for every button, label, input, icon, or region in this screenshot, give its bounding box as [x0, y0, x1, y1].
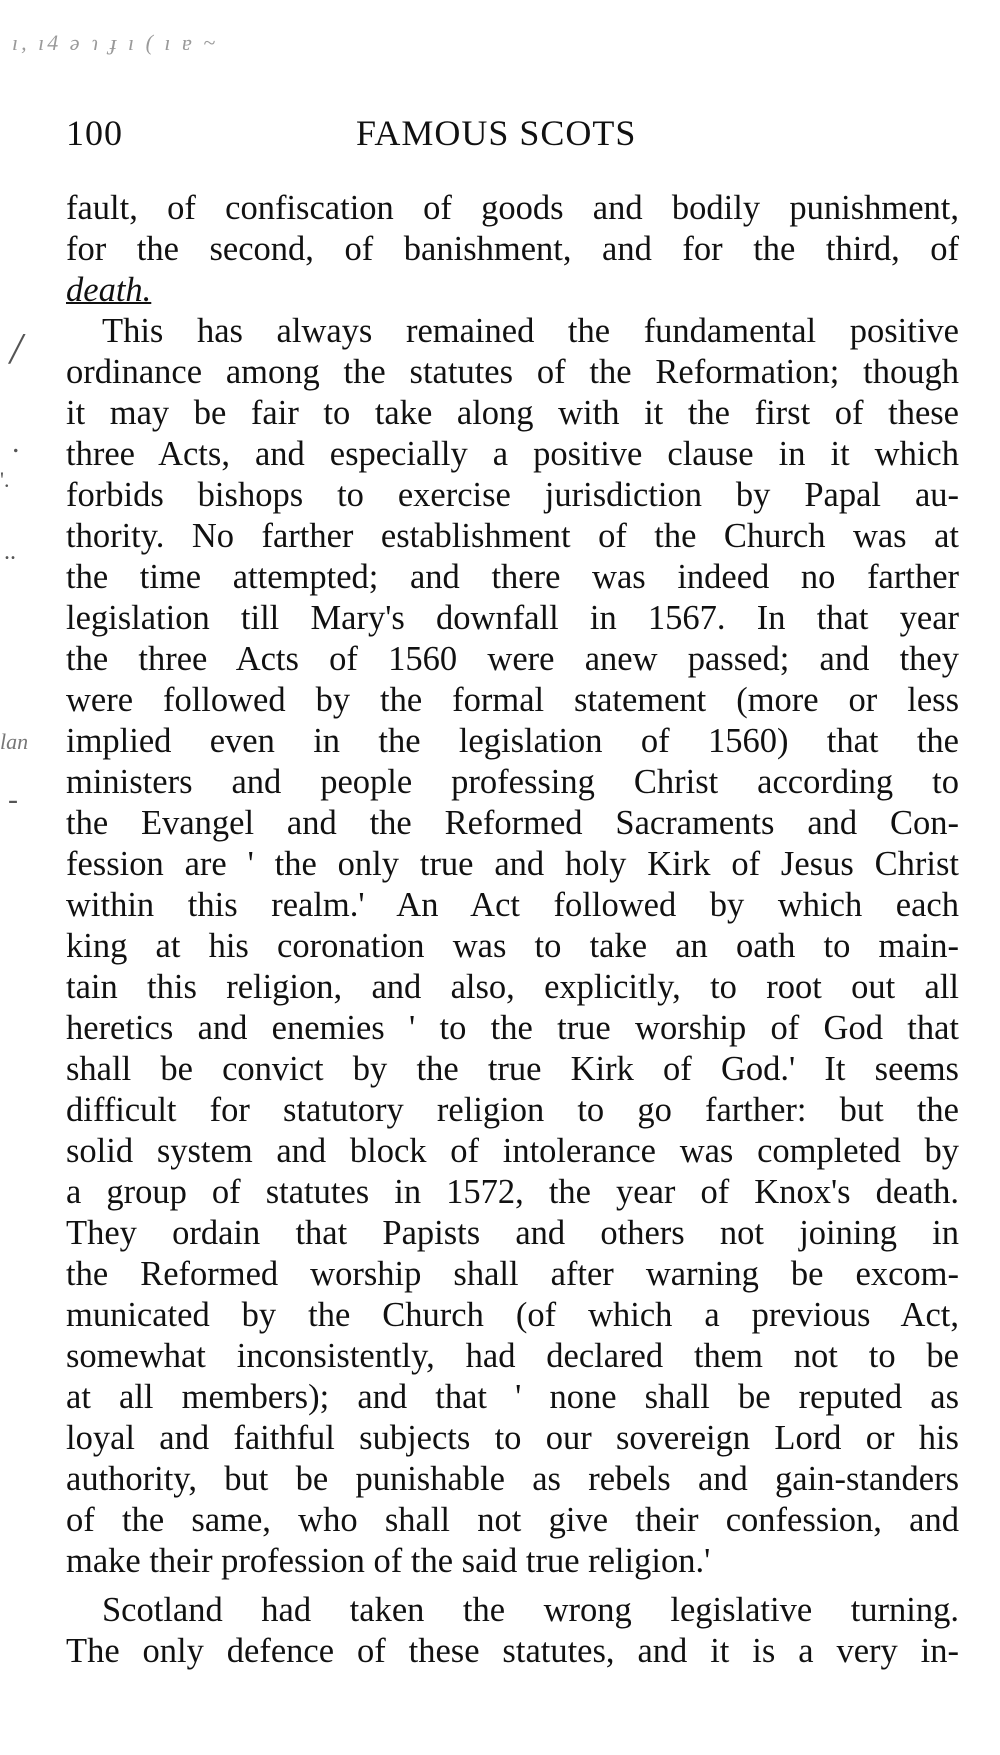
- text-line: for the second, of banishment, and for the third, of: [66, 230, 959, 268]
- text-line: loyal and faithful subjects to our sovereign Lord or his: [66, 1419, 959, 1457]
- text-line: The only defence of these statutes, and it is a very in-: [66, 1632, 959, 1670]
- text-line: at all members); and that ' none shall be reputed as: [66, 1378, 959, 1416]
- text-line: authority, but be punishable as rebels and gain-standers: [66, 1460, 959, 1498]
- text-line: fession are ' the only true and holy Kirk of Jesus Christ: [66, 845, 959, 883]
- margin-mark-dash: -: [8, 783, 18, 816]
- text-line: a group of statutes in 1572, the year of Knox's death.: [66, 1173, 959, 1211]
- margin-mark-handwriting: lan: [0, 729, 29, 754]
- text-line: fault, of confiscation of goods and bodily punishment,: [66, 189, 959, 227]
- text-line: the Evangel and the Reformed Sacraments and Con-: [66, 804, 959, 842]
- text-line: death.: [66, 271, 152, 309]
- page-number: 100: [66, 113, 123, 153]
- text-line: the Reformed worship shall after warning be excom-: [66, 1255, 959, 1293]
- text-line: legislation till Mary's downfall in 1567. In that year: [66, 599, 959, 637]
- text-line: king at his coronation was to take an oath to main-: [66, 927, 959, 965]
- text-line: it may be fair to take along with it the first of these: [66, 394, 959, 432]
- text-line: ministers and people professing Christ according to: [66, 763, 959, 801]
- text-line: forbids bishops to exercise jurisdiction by Papal au-: [66, 476, 959, 514]
- margin-mark-dot: ..: [4, 539, 16, 565]
- text-line: This has always remained the fundamental positive: [102, 312, 959, 350]
- text-line: of the same, who shall not give their confession, and: [66, 1501, 959, 1539]
- body-text: [66, 188, 959, 1672]
- text-line: difficult for statutory religion to go farther: but the: [66, 1091, 959, 1129]
- text-line: ordinance among the statutes of the Reformation; though: [66, 353, 959, 391]
- page-header: [66, 112, 666, 162]
- text-line: thority. No farther establishment of the Church was at: [66, 517, 959, 555]
- margin-mark-dot: '.: [0, 467, 10, 492]
- text-line: municated by the Church (of which a previous Act,: [66, 1296, 959, 1334]
- text-line: heretics and enemies ' to the true worship of God that: [66, 1009, 959, 1047]
- margin-mark-slash: /: [10, 324, 23, 373]
- text-line: were followed by the formal statement (more or less: [66, 681, 959, 719]
- margin-scribble: ı, ı4 ǝ ɿ ɟ ı ( ı ɐ ~: [12, 30, 219, 55]
- text-line: solid system and block of intolerance was completed by: [66, 1132, 959, 1170]
- text-line: shall be convict by the true Kirk of God.' It seems: [66, 1050, 959, 1088]
- text-line: the time attempted; and there was indeed no farther: [66, 558, 959, 596]
- text-line: the three Acts of 1560 were anew passed; and they: [66, 640, 959, 678]
- text-line: somewhat inconsistently, had declared them not to be: [66, 1337, 959, 1375]
- text-line: They ordain that Papists and others not joining in: [66, 1214, 959, 1252]
- text-line: Scotland had taken the wrong legislative turning.: [102, 1591, 959, 1629]
- margin-mark-dot: .: [12, 426, 20, 459]
- text-line: make their profession of the said true religion.': [66, 1542, 711, 1580]
- text-line: tain this religion, and also, explicitly, to root out all: [66, 968, 959, 1006]
- running-title: FAMOUS SCOTS: [356, 113, 637, 153]
- text-line: within this realm.' An Act followed by which each: [66, 886, 959, 924]
- text-line: three Acts, and especially a positive clause in it which: [66, 435, 959, 473]
- text-line: implied even in the legislation of 1560) that the: [66, 722, 959, 760]
